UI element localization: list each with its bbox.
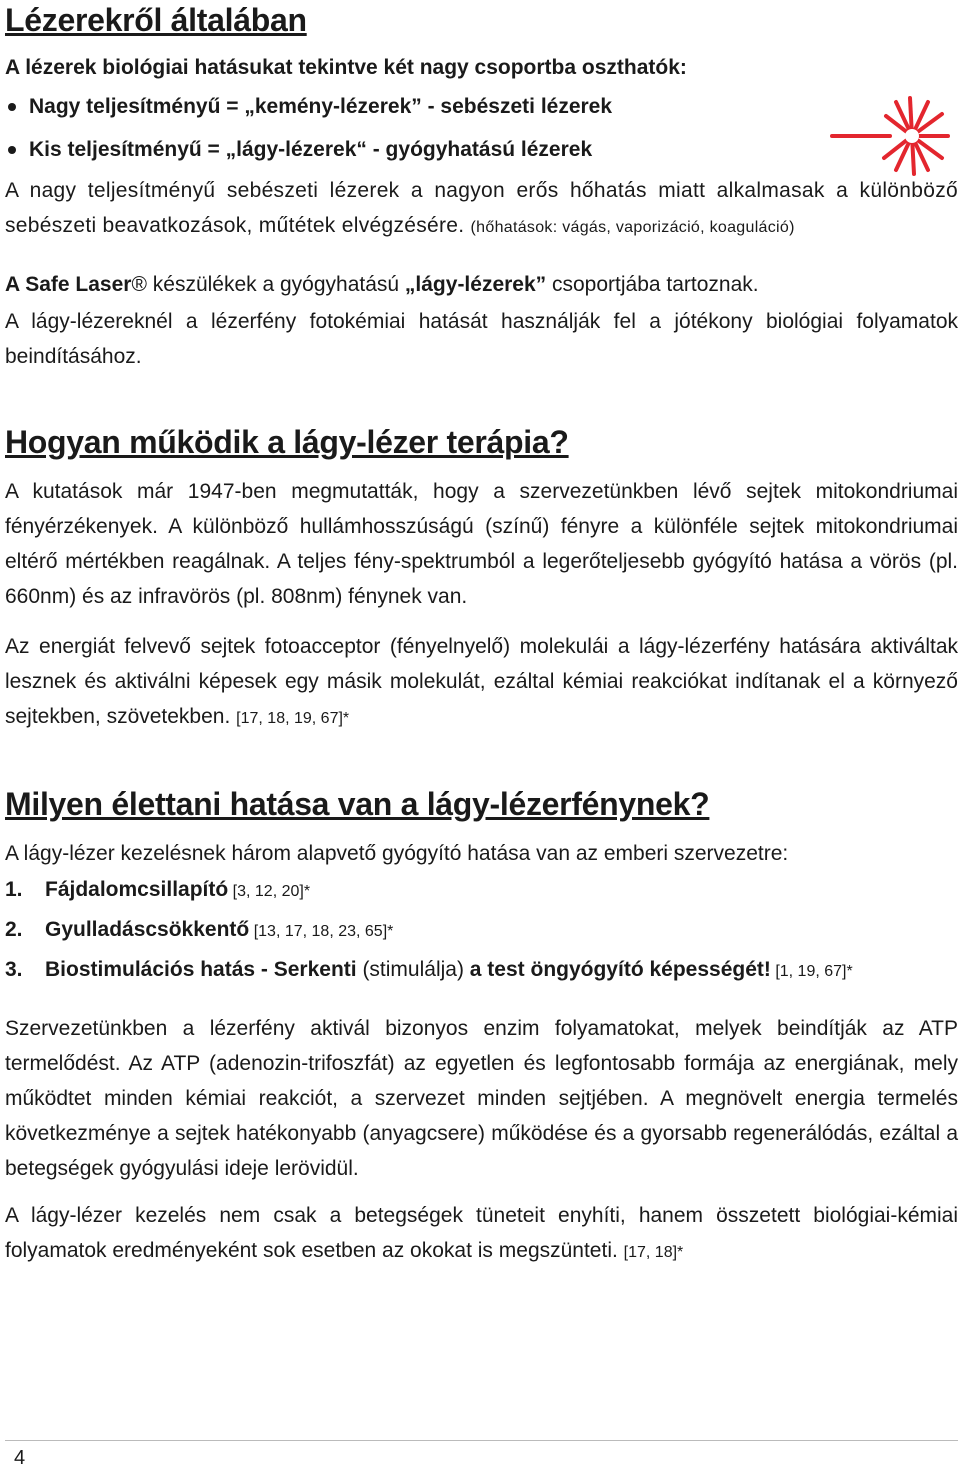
- section-title-effects: Milyen élettani hatása van a lágy-lézerfénynek?: [5, 786, 710, 822]
- reference-note: [17, 18]*: [623, 1244, 684, 1261]
- effect-mid: (stimulálja): [356, 958, 470, 981]
- list-item: [5, 951, 958, 991]
- reference-note: [17, 18, 19, 67]*: [236, 710, 350, 727]
- page-number: 4: [14, 1447, 26, 1469]
- reference-note: [3, 12, 20]*: [228, 883, 311, 900]
- soft-laser-paragraph: A lágy-lézereknél a lézerfény fotokémiai hatását használják fel a jótékony biológiai folyamatok beindításához.: [5, 310, 958, 368]
- list-item: Nagy teljesítményű = „kemény-lézerek” - sebészeti lézerek: [5, 85, 958, 128]
- atp-paragraph: Szervezetünkben a lézerfény aktivál bizonyos enzim folyamatokat, melyek beindítják az ATP termelődést. Az ATP (adenozin-trifoszfát) az egyetlen és legfontosabb formája az energiának, mely működtet minden kémiai reakciót, a szervezet minden sejtjében. A megnövelt energia termelés következménye a sejtek hatékonyabb (anyagcsere) működése és a gyorsabb regenerálódás, ezáltal a betegségek gyógyulási ideje lerövidül.: [5, 1017, 958, 1180]
- treatment-paragraph: [5, 1198, 958, 1270]
- footer-divider: [5, 1440, 958, 1441]
- list-item: Kis teljesítményű = „lágy-lézerek“ - gyógyhatású lézerek: [5, 128, 958, 171]
- photoacceptor-text: Az energiát felvevő sejtek fotoacceptor (fényelnyelő) molekulái a lágy-lézerfény hatására aktiváltak lesznek és aktiválni képesek egy másik molekulát, ezáltal kémiai reakciókat indítanak el a környező sejtekben, szövetekben.: [5, 635, 958, 728]
- effect-label: Fájdalomcsillapító: [45, 878, 229, 901]
- safe-laser-text-2: csoportjába tartoznak.: [546, 273, 759, 296]
- heat-effects-note: (hőhatások: vágás, vaporizáció, koaguláció): [470, 219, 795, 236]
- section-title-lasers: Lézerekről általában: [5, 2, 307, 38]
- surgical-laser-text: A nagy teljesítményű sebészeti lézerek a nagyon erős hőhatás miatt alkalmasak a különböző sebészeti beavatkozások, műtétek elvégzésére.: [5, 179, 958, 237]
- reference-note: [1, 19, 67]*: [770, 963, 853, 980]
- list-item-number: 3.: [5, 958, 23, 981]
- safe-laser-text-1: ® készülékek a gyógyhatású: [131, 273, 405, 296]
- reference-note: [13, 17, 18, 23, 65]*: [249, 923, 394, 940]
- intro-text: A lézerek biológiai hatásukat tekintve két nagy csoportba oszthatók:: [5, 56, 687, 79]
- effect-tail: a test öngyógyító képességét!: [469, 958, 771, 981]
- effect-label: Biostimulációs hatás - Serkenti: [45, 958, 357, 981]
- treatment-text: A lágy-lézer kezelés nem csak a betegségek tüneteit enyhíti, hanem összetett biológiai-kémiai folyamatok eredményeként sok esetben az okokat is megszünteti.: [5, 1204, 958, 1262]
- soft-laser-term: „lágy-lézerek”: [404, 273, 547, 296]
- section-title-how-it-works: Hogyan működik a lágy-lézer terápia?: [5, 424, 569, 460]
- list-item: [5, 911, 958, 951]
- surgical-laser-paragraph: [5, 173, 958, 245]
- safe-laser-line: [5, 267, 958, 302]
- document-page: [5, 0, 958, 1270]
- effect-label: Gyulladáscsökkentő: [45, 918, 250, 941]
- list-item: [5, 871, 958, 911]
- research-paragraph: A kutatások már 1947-ben megmutatták, hogy a szervezetünkben lévő sejtek mitokondriumai fényérzékenyek. A különböző hullámhosszúságú (színű) fényre a különféle sejtek mitokondriumai eltérő mértékben reagálnak. A teljes fény-spektrumból a legerőteljesebb gyógyító hatása a vörös (pl. 660nm) és az infravörös (pl. 808nm) fénynek van.: [5, 480, 958, 608]
- effects-list: [5, 871, 958, 991]
- list-item-number: 1.: [5, 878, 23, 901]
- effects-intro: A lágy-lézer kezelésnek három alapvető gyógyító hatása van az emberi szervezetre:: [5, 842, 789, 865]
- laser-type-list: [5, 85, 958, 171]
- list-item-number: 2.: [5, 918, 23, 941]
- safe-laser-brand: A Safe Laser: [5, 273, 132, 296]
- photoacceptor-paragraph: [5, 629, 958, 736]
- laser-burst-icon: [830, 92, 950, 180]
